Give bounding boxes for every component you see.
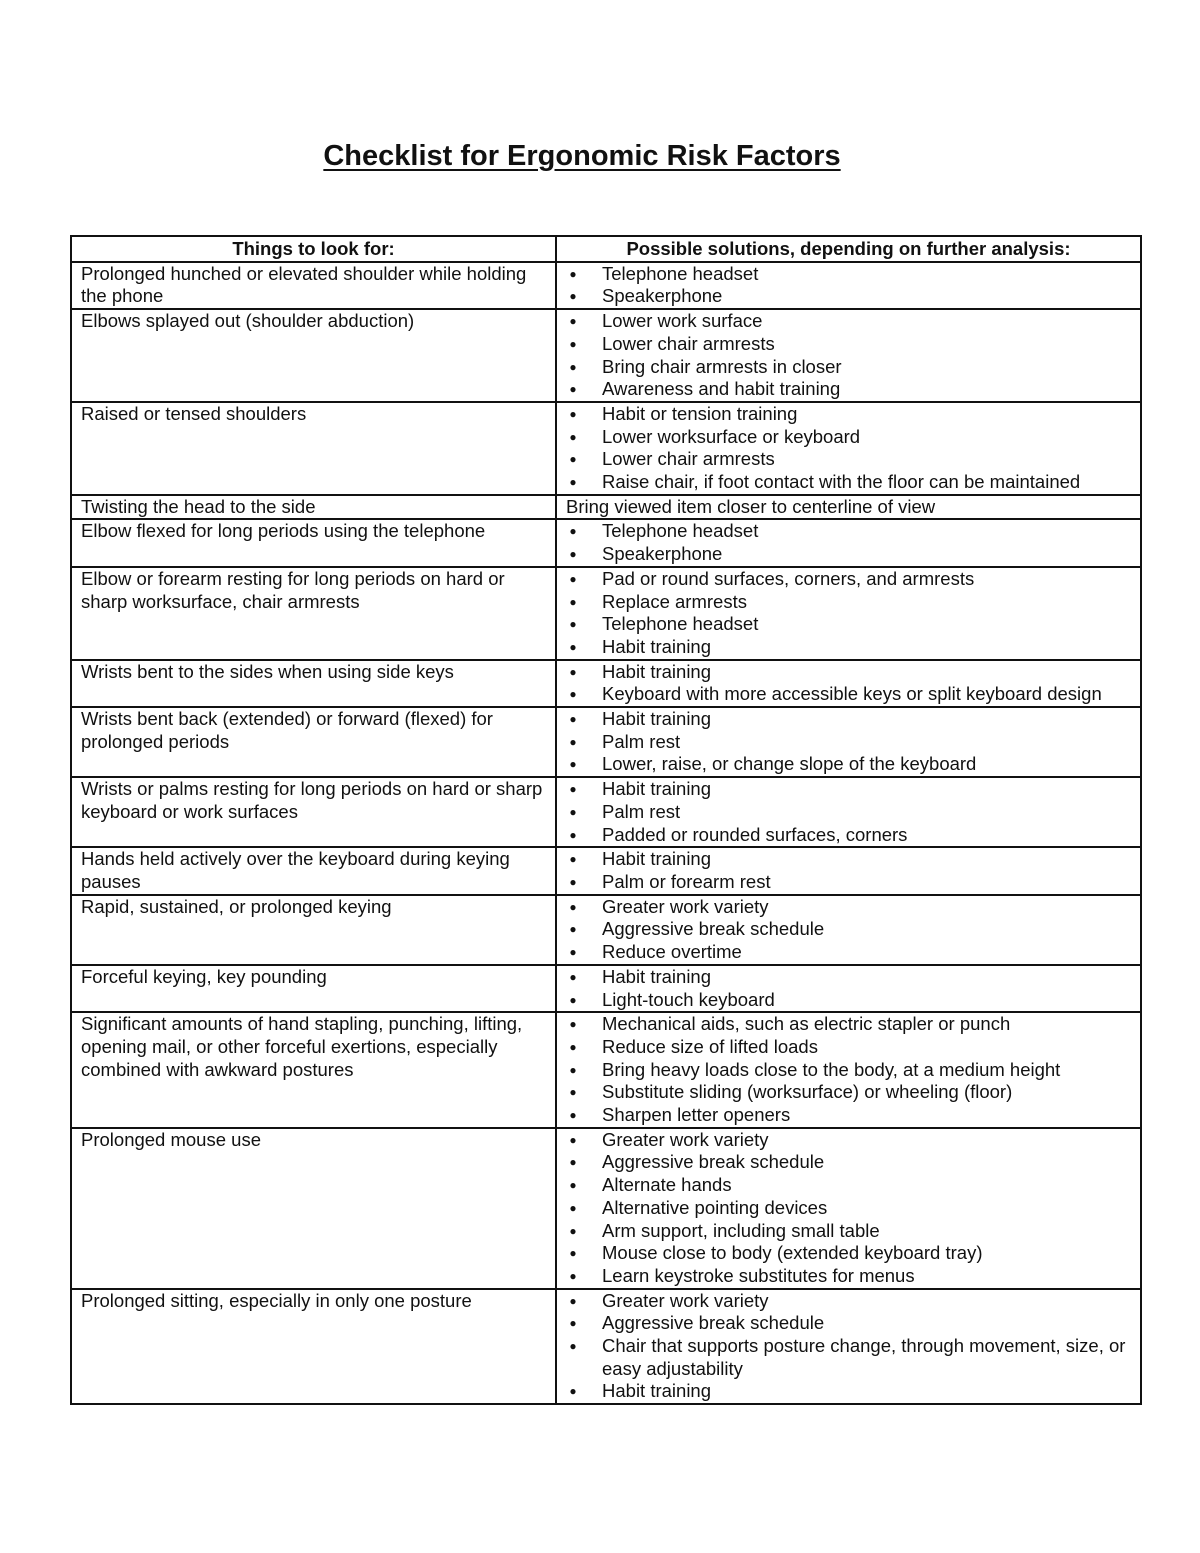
solution-text: Raise chair, if foot contact with the floor can be maintained — [602, 471, 1081, 493]
list-item — [566, 1104, 1134, 1127]
table-row — [71, 1012, 1141, 1128]
list-item — [566, 1380, 1134, 1403]
bullet-icon: ● — [569, 687, 577, 702]
list-item — [566, 543, 1134, 566]
list-item — [566, 989, 1134, 1012]
solutions-cell — [556, 1289, 1141, 1405]
solution-text: Greater work variety — [602, 1289, 769, 1311]
list-item — [566, 1265, 1134, 1288]
list-item — [566, 426, 1134, 449]
bullet-icon: ● — [569, 969, 577, 984]
risk-factor-cell: Elbow or forearm resting for long periods on hard or sharp worksurface, chair armrests — [71, 567, 556, 660]
list-item — [566, 333, 1134, 356]
bullet-icon: ● — [569, 922, 577, 937]
list-item — [566, 1242, 1134, 1265]
list-item — [566, 848, 1134, 871]
bullet-icon: ● — [569, 1339, 577, 1354]
header-things-to-look-for: Things to look for: — [71, 236, 556, 262]
list-item — [566, 448, 1134, 471]
solution-text: Reduce overtime — [602, 941, 742, 963]
table-row — [71, 402, 1141, 495]
bullet-icon: ● — [569, 547, 577, 562]
list-item — [566, 378, 1134, 401]
bullet-icon: ● — [569, 406, 577, 421]
solution-text: Habit training — [602, 1380, 712, 1402]
list-item — [566, 941, 1134, 964]
bullet-icon: ● — [569, 757, 577, 772]
ergonomic-checklist-table — [70, 235, 1142, 1405]
list-item — [566, 683, 1134, 706]
risk-factor-cell: Raised or tensed shoulders — [71, 402, 556, 495]
bullet-icon: ● — [569, 782, 577, 797]
solution-text: Light-touch keyboard — [602, 988, 775, 1010]
table-row — [71, 707, 1141, 777]
solution-text: Substitute sliding (worksurface) or wheeling (floor) — [602, 1081, 1013, 1103]
bullet-icon: ● — [569, 1108, 577, 1123]
solutions-list — [566, 778, 1134, 846]
bullet-icon: ● — [569, 1384, 577, 1399]
list-item — [566, 1197, 1134, 1220]
bullet-icon: ● — [569, 617, 577, 632]
bullet-icon: ● — [569, 899, 577, 914]
solution-text: Bring viewed item closer to centerline of view — [566, 495, 936, 517]
bullet-icon: ● — [569, 475, 577, 490]
bullet-icon: ● — [569, 429, 577, 444]
risk-factor-cell: Elbows splayed out (shoulder abduction) — [71, 309, 556, 402]
bullet-icon: ● — [569, 1223, 577, 1238]
solution-text: Telephone headset — [602, 262, 759, 284]
risk-factor-cell: Wrists bent back (extended) or forward (flexed) for prolonged periods — [71, 707, 556, 777]
table-row — [71, 1128, 1141, 1289]
list-item — [566, 1036, 1134, 1059]
table-row — [71, 1289, 1141, 1405]
list-item — [566, 824, 1134, 847]
bullet-icon: ● — [569, 639, 577, 654]
list-item — [566, 1174, 1134, 1197]
solutions-list — [566, 1013, 1134, 1127]
solution-text: Awareness and habit training — [602, 378, 841, 400]
table-row — [71, 895, 1141, 965]
table-row — [71, 495, 1141, 520]
list-item — [566, 1290, 1134, 1313]
solutions-cell — [556, 309, 1141, 402]
table-row — [71, 660, 1141, 707]
list-item — [566, 871, 1134, 894]
solution-text: Palm rest — [602, 730, 681, 752]
solutions-cell — [556, 660, 1141, 707]
list-item — [566, 591, 1134, 614]
risk-factor-cell: Prolonged hunched or elevated shoulder while holding the phone — [71, 262, 556, 309]
solution-text: Habit training — [602, 965, 712, 987]
solution-text: Padded or rounded surfaces, corners — [602, 823, 908, 845]
table-row — [71, 519, 1141, 566]
bullet-icon: ● — [569, 266, 577, 281]
list-item — [566, 708, 1134, 731]
solutions-list — [566, 263, 1134, 308]
bullet-icon: ● — [569, 1316, 577, 1331]
solution-text: Mechanical aids, such as electric stapler or punch — [602, 1013, 1011, 1035]
bullet-icon: ● — [569, 852, 577, 867]
solution-text: Lower, raise, or change slope of the keyboard — [602, 753, 977, 775]
solution-text: Speakerphone — [602, 543, 723, 565]
list-item — [566, 801, 1134, 824]
solution-text: Keyboard with more accessible keys or split keyboard design — [602, 683, 1102, 705]
solution-text: Palm or forearm rest — [602, 870, 771, 892]
bullet-icon: ● — [569, 1178, 577, 1193]
list-item — [566, 1151, 1134, 1174]
solutions-cell — [556, 965, 1141, 1012]
bullet-icon: ● — [569, 452, 577, 467]
solution-text: Greater work variety — [602, 895, 769, 917]
bullet-icon: ● — [569, 336, 577, 351]
list-item — [566, 661, 1134, 684]
table-header-row — [71, 236, 1141, 262]
table-row — [71, 309, 1141, 402]
list-item — [566, 613, 1134, 636]
solution-text: Telephone headset — [602, 613, 759, 635]
bullet-icon: ● — [569, 314, 577, 329]
solutions-list — [566, 848, 1134, 893]
table-row — [71, 777, 1141, 847]
solution-text: Learn keystroke substitutes for menus — [602, 1264, 915, 1286]
solution-text: Sharpen letter openers — [602, 1104, 791, 1126]
list-item — [566, 1335, 1134, 1380]
list-item — [566, 471, 1134, 494]
bullet-icon: ● — [569, 382, 577, 397]
table-row — [71, 262, 1141, 309]
bullet-icon: ● — [569, 1039, 577, 1054]
solutions-list — [566, 966, 1134, 1011]
solutions-cell — [556, 895, 1141, 965]
solution-text: Replace armrests — [602, 590, 747, 612]
risk-factor-cell: Elbow flexed for long periods using the telephone — [71, 519, 556, 566]
solution-text: Bring heavy loads close to the body, at a medium height — [602, 1058, 1061, 1080]
solution-text: Alternative pointing devices — [602, 1196, 828, 1218]
risk-factor-cell: Hands held actively over the keyboard during keying pauses — [71, 847, 556, 894]
solution-text: Habit training — [602, 848, 712, 870]
bullet-icon: ● — [569, 827, 577, 842]
table-body — [71, 262, 1141, 1404]
solution-text: Mouse close to body (extended keyboard tray) — [602, 1242, 983, 1264]
risk-factor-cell: Significant amounts of hand stapling, punching, lifting, opening mail, or other forceful exertions, especially combined with awkward postures — [71, 1012, 556, 1128]
solution-text: Palm rest — [602, 800, 681, 822]
bullet-icon: ● — [569, 289, 577, 304]
solutions-cell — [556, 1128, 1141, 1289]
bullet-icon: ● — [569, 734, 577, 749]
risk-factor-cell: Wrists bent to the sides when using side keys — [71, 660, 556, 707]
list-item — [566, 896, 1134, 919]
solutions-list — [566, 568, 1134, 659]
bullet-icon: ● — [569, 992, 577, 1007]
list-item — [566, 1013, 1134, 1036]
solution-text: Chair that supports posture change, through movement, size, or easy adjustability — [602, 1335, 1126, 1379]
solution-text: Habit training — [602, 778, 712, 800]
solution-text: Habit training — [602, 635, 712, 657]
list-item — [566, 568, 1134, 591]
solution-text: Aggressive break schedule — [602, 1312, 825, 1334]
bullet-icon: ● — [569, 1085, 577, 1100]
solution-text: Lower worksurface or keyboard — [602, 425, 861, 447]
solutions-cell — [556, 777, 1141, 847]
risk-factor-cell: Prolonged mouse use — [71, 1128, 556, 1289]
solutions-cell — [556, 519, 1141, 566]
bullet-icon: ● — [569, 1293, 577, 1308]
bullet-icon: ● — [569, 945, 577, 960]
page-title: Checklist for Ergonomic Risk Factors — [323, 140, 841, 172]
list-item — [566, 918, 1134, 941]
solutions-cell — [556, 847, 1141, 894]
list-item — [566, 753, 1134, 776]
solutions-list — [566, 661, 1134, 706]
list-item — [566, 356, 1134, 379]
list-item — [566, 966, 1134, 989]
solutions-list — [566, 520, 1134, 565]
solution-text: Aggressive break schedule — [602, 1151, 825, 1173]
table-row — [71, 567, 1141, 660]
bullet-icon: ● — [569, 874, 577, 889]
solutions-cell — [556, 402, 1141, 495]
bullet-icon: ● — [569, 1246, 577, 1261]
solution-text: Arm support, including small table — [602, 1219, 880, 1241]
bullet-icon: ● — [569, 1017, 577, 1032]
list-item — [566, 285, 1134, 308]
risk-factor-cell: Twisting the head to the side — [71, 495, 556, 520]
solutions-list — [566, 896, 1134, 964]
bullet-icon: ● — [569, 594, 577, 609]
list-item — [566, 1312, 1134, 1335]
solution-text: Lower chair armrests — [602, 332, 775, 354]
solution-text: Habit or tension training — [602, 402, 798, 424]
list-item — [566, 263, 1134, 286]
solutions-cell — [556, 262, 1141, 309]
risk-factor-cell: Forceful keying, key pounding — [71, 965, 556, 1012]
bullet-icon: ● — [569, 571, 577, 586]
header-possible-solutions: Possible solutions, depending on further analysis: — [556, 236, 1141, 262]
bullet-icon: ● — [569, 359, 577, 374]
solutions-cell — [556, 707, 1141, 777]
risk-factor-cell: Prolonged sitting, especially in only one posture — [71, 1289, 556, 1405]
solutions-list — [566, 310, 1134, 401]
solution-text: Habit training — [602, 708, 712, 730]
solutions-list — [566, 1129, 1134, 1288]
solution-text: Telephone headset — [602, 520, 759, 542]
solution-text: Greater work variety — [602, 1128, 769, 1150]
list-item — [566, 1081, 1134, 1104]
bullet-icon: ● — [569, 1062, 577, 1077]
bullet-icon: ● — [569, 1155, 577, 1170]
solution-text: Habit training — [602, 660, 712, 682]
solutions-list — [566, 1290, 1134, 1404]
list-item — [566, 1129, 1134, 1152]
list-item — [566, 403, 1134, 426]
solutions-cell — [556, 567, 1141, 660]
solution-text: Lower chair armrests — [602, 448, 775, 470]
bullet-icon: ● — [569, 804, 577, 819]
list-item — [566, 1059, 1134, 1082]
solution-text: Pad or round surfaces, corners, and armrests — [602, 567, 975, 589]
list-item — [566, 778, 1134, 801]
risk-factor-cell: Rapid, sustained, or prolonged keying — [71, 895, 556, 965]
solution-text: Bring chair armrests in closer — [602, 355, 842, 377]
solution-text: Reduce size of lifted loads — [602, 1035, 818, 1057]
list-item — [566, 636, 1134, 659]
solution-text: Aggressive break schedule — [602, 918, 825, 940]
bullet-icon: ● — [569, 1268, 577, 1283]
solutions-list — [566, 708, 1134, 776]
solutions-cell — [556, 495, 1141, 520]
bullet-icon: ● — [569, 1132, 577, 1147]
risk-factor-cell: Wrists or palms resting for long periods on hard or sharp keyboard or work surfaces — [71, 777, 556, 847]
solutions-list — [566, 403, 1134, 494]
solution-text: Speakerphone — [602, 285, 723, 307]
list-item — [566, 310, 1134, 333]
list-item — [566, 1220, 1134, 1243]
bullet-icon: ● — [569, 664, 577, 679]
table-row — [71, 847, 1141, 894]
list-item — [566, 731, 1134, 754]
bullet-icon: ● — [569, 712, 577, 727]
solutions-cell — [556, 1012, 1141, 1128]
solution-text: Alternate hands — [602, 1174, 732, 1196]
list-item — [566, 520, 1134, 543]
table-row — [71, 965, 1141, 1012]
bullet-icon: ● — [569, 1200, 577, 1215]
bullet-icon: ● — [569, 524, 577, 539]
solution-text: Lower work surface — [602, 310, 763, 332]
